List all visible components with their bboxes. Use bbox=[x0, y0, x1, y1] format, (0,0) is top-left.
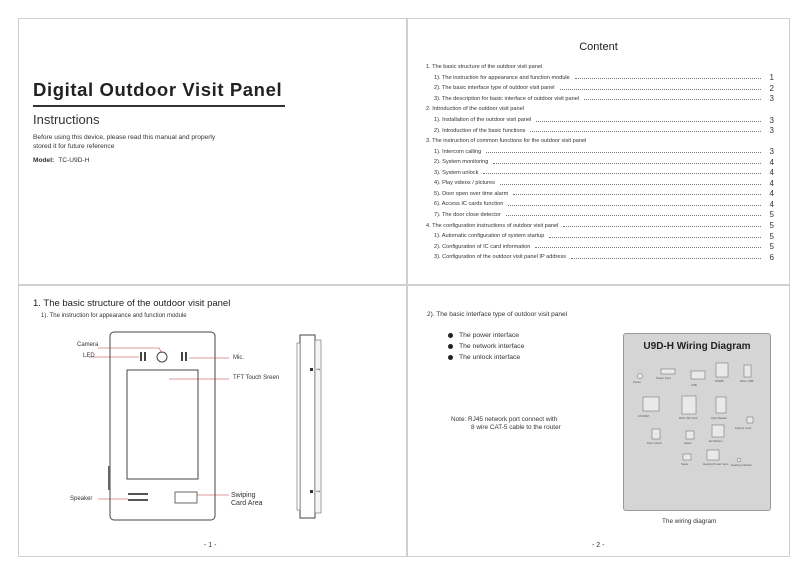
spare-connector-2 bbox=[683, 454, 691, 460]
toc-entry-page: 4 bbox=[769, 168, 774, 178]
toc-leader-dots bbox=[549, 237, 761, 238]
toc-section[interactable] bbox=[426, 62, 774, 73]
speaker-slot-1 bbox=[128, 493, 148, 495]
bullet-icon bbox=[448, 344, 453, 349]
led-left-2 bbox=[144, 352, 146, 361]
toc-entry-page: 6 bbox=[769, 252, 774, 262]
toc-leader-dots bbox=[575, 78, 761, 79]
page2-heading: 2). The basic interface type of outdoor visit panel bbox=[427, 311, 568, 318]
toc-leader-dots bbox=[563, 226, 761, 227]
cover-note-line1: Before using this device, please read this manual and properly bbox=[33, 134, 216, 141]
toc-entry[interactable] bbox=[434, 94, 774, 105]
toc-leader-dots bbox=[483, 173, 761, 174]
toc-entry[interactable] bbox=[434, 231, 774, 242]
toc-entry[interactable] bbox=[434, 252, 774, 263]
toc-entry-page: 4 bbox=[769, 199, 774, 209]
toc-entry[interactable] bbox=[434, 189, 774, 200]
toc-entry-text: 4). Play videos / pictures bbox=[434, 180, 495, 187]
card-reader-connector bbox=[716, 397, 726, 413]
bullet-icon bbox=[448, 355, 453, 360]
panel-drawing bbox=[19, 286, 408, 558]
svg-text:Micro SD Card: Micro SD Card bbox=[679, 416, 698, 420]
toc-entry-page: 5 bbox=[769, 210, 774, 220]
micro-usb-port bbox=[744, 365, 751, 377]
toc-entry-text: 2). Introduction of the basic functions bbox=[434, 127, 526, 134]
model-label: Model: bbox=[33, 157, 55, 164]
model-line bbox=[33, 157, 89, 164]
heating-led-icon bbox=[737, 458, 741, 462]
toc-leader-dots bbox=[508, 205, 761, 206]
svg-text:Spare: Spare bbox=[684, 441, 692, 445]
title-divider bbox=[33, 105, 285, 107]
toc-entry-text: 2). Configuration of IC card information bbox=[434, 243, 531, 250]
panel-side-button bbox=[108, 466, 110, 490]
toc-leader-dots bbox=[560, 89, 761, 90]
toc-entry[interactable] bbox=[434, 115, 774, 126]
note-line1: Note: RJ45 network port connect with bbox=[451, 416, 558, 423]
svg-text:Heating Power Input: Heating Power Input bbox=[703, 462, 729, 466]
toc-entry-page: 3 bbox=[769, 115, 774, 125]
svg-text:RS485: RS485 bbox=[715, 379, 724, 383]
label-card-area: Card Area bbox=[231, 500, 263, 507]
toc-entry[interactable] bbox=[434, 125, 774, 136]
toc-entry-text: 7). The door close detector bbox=[434, 211, 501, 218]
page1-subheading: 1). The instruction for appearance and function module bbox=[41, 313, 187, 319]
svg-text:10/100M: 10/100M bbox=[638, 414, 649, 418]
toc-leader-dots bbox=[493, 163, 761, 164]
svg-text:Card Reader: Card Reader bbox=[711, 416, 728, 420]
bullet-text: The power interface bbox=[459, 332, 520, 339]
toc-entry-page: 5 bbox=[769, 231, 774, 241]
toc-entry-page: 4 bbox=[769, 189, 774, 199]
toc-leader-dots bbox=[536, 121, 761, 122]
rs485-connector bbox=[716, 363, 728, 377]
svg-text:Power input: Power input bbox=[656, 376, 671, 380]
toc-entry-text: 6). Access IC cards function bbox=[434, 201, 504, 208]
camera-icon bbox=[157, 352, 167, 362]
bullet-power bbox=[448, 332, 519, 339]
toc-entry-text: 2. Introduction of the outdoor visit panel bbox=[426, 106, 524, 113]
toc-entry[interactable] bbox=[434, 157, 774, 168]
side-arrow-bottom: ⇒ bbox=[316, 489, 321, 495]
power-connector bbox=[661, 369, 675, 374]
card-area bbox=[175, 492, 197, 503]
toc-entry-page: 5 bbox=[769, 221, 774, 230]
toc-entry-page: 4 bbox=[769, 157, 774, 167]
toc-entry[interactable] bbox=[434, 168, 774, 179]
toc-entry-page: 3 bbox=[769, 147, 774, 157]
toc-entry-text: 1). Automatic configuration of system startup bbox=[434, 233, 545, 240]
label-mic: Mic. bbox=[233, 355, 244, 361]
page2-number: - 2 - bbox=[592, 542, 605, 549]
toc-leader-dots bbox=[513, 194, 761, 195]
side-screw-top bbox=[310, 368, 313, 371]
wiring-title: U9D-H Wiring Diagram bbox=[643, 341, 751, 352]
toc-entry-page: 3 bbox=[769, 126, 774, 136]
bullet-network bbox=[448, 343, 524, 350]
door-check-connector bbox=[652, 429, 660, 439]
toc-entry[interactable] bbox=[434, 178, 774, 189]
toc-entry-text: 3). The description for basic interface of outdoor visit panel bbox=[434, 95, 580, 102]
note-line2: 8 wire CAT-5 cable to the router bbox=[471, 424, 561, 431]
spare-connector bbox=[686, 431, 694, 439]
page-2 bbox=[407, 285, 790, 557]
toc-entry[interactable] bbox=[434, 83, 774, 94]
toc-entry-text: 1). Installation of the outdoor visit panel bbox=[434, 117, 532, 123]
led-right-2 bbox=[185, 352, 187, 361]
exit-button-connector bbox=[712, 425, 724, 437]
toc-entry[interactable] bbox=[434, 241, 774, 252]
usb-connector bbox=[691, 371, 705, 379]
model-value: TC-U9D-H bbox=[58, 157, 90, 164]
toc-entry-text: 1). The instruction for appearance and function module bbox=[434, 74, 570, 81]
cover-title: Digital Outdoor Visit Panel bbox=[33, 79, 283, 100]
toc-section[interactable] bbox=[426, 136, 774, 147]
cover-subtitle: Instructions bbox=[33, 112, 100, 127]
toc-section[interactable] bbox=[426, 220, 774, 231]
svg-text:Micro USB: Micro USB bbox=[740, 379, 754, 383]
heating-connector bbox=[707, 450, 719, 460]
label-swiping: Swiping bbox=[231, 492, 256, 499]
label-tft: TFT Touch Sreen bbox=[233, 375, 280, 381]
power-led-icon bbox=[638, 374, 643, 379]
toc-entry[interactable] bbox=[434, 210, 774, 221]
factory-reset-button bbox=[747, 417, 753, 423]
toc-leader-dots bbox=[535, 247, 761, 248]
toc-entry-text: 3). System unlock bbox=[434, 169, 479, 176]
toc-leader-dots bbox=[500, 184, 761, 185]
page-1 bbox=[18, 285, 407, 557]
toc-entry[interactable] bbox=[434, 199, 774, 210]
wiring-caption: The wiring diagram bbox=[662, 518, 717, 525]
toc-leader-dots bbox=[584, 99, 761, 100]
tft-screen bbox=[127, 370, 198, 479]
svg-text:USB: USB bbox=[691, 383, 697, 387]
toc-leader-dots bbox=[571, 258, 761, 259]
svg-text:Factory reset: Factory reset bbox=[735, 426, 752, 430]
page1-heading: 1. The basic structure of the outdoor visit panel bbox=[33, 298, 231, 309]
svg-text:Exit Button: Exit Button bbox=[709, 439, 723, 443]
micro-sd-slot bbox=[682, 396, 696, 414]
cover-page bbox=[18, 18, 407, 285]
toc-entry[interactable] bbox=[434, 73, 774, 84]
side-screw-bottom bbox=[310, 490, 313, 493]
toc-leader-dots bbox=[486, 152, 761, 153]
bullet-icon bbox=[448, 333, 453, 338]
bullet-unlock bbox=[448, 354, 520, 361]
cover-note-line2: stored it for future reference bbox=[33, 143, 115, 150]
panel-side-back bbox=[315, 340, 321, 513]
led-left-1 bbox=[140, 352, 142, 361]
toc-leader-dots bbox=[506, 215, 761, 216]
page1-number: - 1 - bbox=[204, 542, 217, 549]
toc-entry-page: 4 bbox=[769, 178, 774, 188]
toc-entry-page: 1 bbox=[769, 73, 774, 83]
label-camera: Camera bbox=[77, 342, 99, 348]
panel-side-front bbox=[297, 343, 300, 510]
bullet-text: The network interface bbox=[459, 343, 525, 350]
toc-entry-text: 1. The basic structure of the outdoor visit panel bbox=[426, 64, 543, 71]
toc-page bbox=[407, 18, 790, 285]
toc-entry-text: 1). Intercom calling bbox=[434, 148, 482, 155]
toc-entry-text: 2). The basic interface type of outdoor visit panel bbox=[434, 85, 555, 92]
toc-entry-text: 3. The instruction of common functions for the outdoor visit panel bbox=[426, 138, 587, 145]
toc-section[interactable] bbox=[426, 104, 774, 115]
toc-entry-page: 5 bbox=[769, 242, 774, 252]
svg-text:Spare: Spare bbox=[681, 462, 689, 466]
toc-entry[interactable] bbox=[434, 146, 774, 157]
svg-text:Heating Indicator: Heating Indicator bbox=[731, 463, 753, 467]
toc-entry-text: 3). Configuration of the outdoor visit panel IP address bbox=[434, 254, 567, 261]
toc-entry-text: 4. The configuration instructions of outdoor visit panel bbox=[426, 222, 559, 229]
toc-title: Content bbox=[579, 41, 618, 53]
toc-leader-dots bbox=[530, 131, 761, 132]
toc-entry-text: 2). System monitoring bbox=[434, 159, 489, 166]
wiring-components bbox=[623, 333, 771, 511]
toc-entry-page: 2 bbox=[769, 83, 774, 93]
speaker-slot-2 bbox=[128, 499, 148, 501]
label-speaker: Speaker bbox=[70, 496, 93, 502]
label-led: LED bbox=[83, 353, 95, 359]
cover-note bbox=[33, 133, 293, 151]
toc-entry-text: 5). Door open over time alarm bbox=[434, 190, 509, 197]
led-right-1 bbox=[181, 352, 183, 361]
toc-entry-page: 3 bbox=[769, 94, 774, 104]
rj45-port bbox=[643, 397, 659, 411]
bullet-text: The unlock interface bbox=[459, 354, 521, 361]
svg-text:Door Check: Door Check bbox=[647, 441, 662, 445]
svg-text:Power: Power bbox=[633, 380, 641, 384]
side-arrow-top: ⇒ bbox=[316, 367, 321, 373]
